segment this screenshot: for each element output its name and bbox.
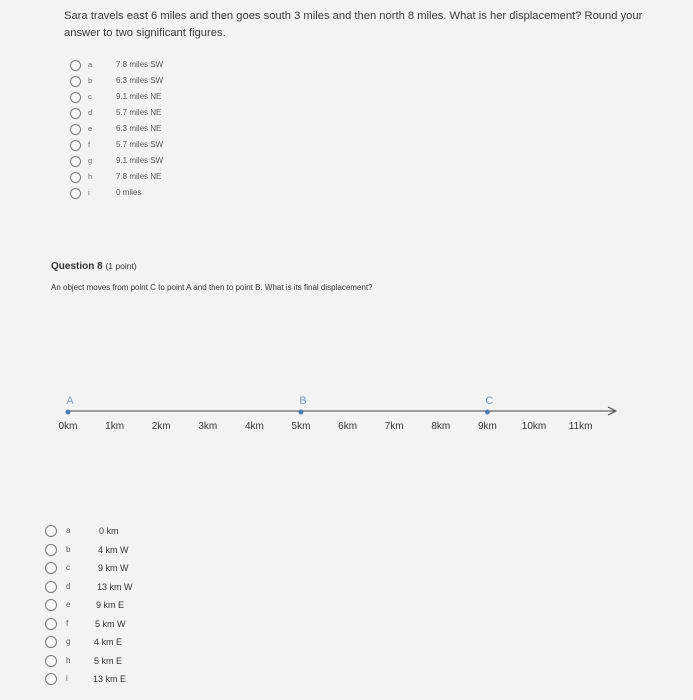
number-line — [0, 380, 693, 440]
radio-button[interactable] — [45, 581, 57, 593]
tick-label-6km: 6km — [338, 421, 358, 432]
radio-button[interactable] — [45, 618, 57, 630]
point-A-label: A — [66, 395, 74, 407]
option-label: 6.3 miles SW — [116, 76, 164, 85]
tick-label-4km: 4km — [244, 421, 264, 432]
radio-button[interactable] — [45, 655, 57, 667]
option-label: 9 km E — [96, 600, 125, 610]
option-label: 7.8 miles SW — [116, 60, 164, 69]
radio-button[interactable] — [70, 188, 81, 199]
option-label: 9.1 miles SW — [116, 156, 164, 165]
option-letter: e — [88, 124, 93, 133]
radio-button[interactable] — [45, 562, 57, 574]
tick-label-5km: 5km — [291, 421, 311, 432]
radio-button[interactable] — [70, 140, 81, 151]
radio-button[interactable] — [70, 124, 81, 135]
option-label: 5.7 miles SW — [116, 140, 164, 149]
radio-button[interactable] — [45, 544, 57, 556]
radio-button[interactable] — [70, 60, 81, 71]
radio-button[interactable] — [70, 92, 81, 103]
question-title: Question 8 — [51, 261, 103, 272]
option-letter: a — [66, 526, 71, 535]
option-label: 9 km W — [98, 563, 129, 573]
number-line-points — [66, 395, 494, 415]
option-letter: c — [66, 563, 70, 572]
option-letter: b — [88, 76, 93, 85]
option-letter: f — [88, 140, 91, 149]
option-label: 13 km W — [97, 581, 133, 592]
question-7-text: Sara travels east 6 miles and then goes south 3 miles and then north 8 miles. What is her displacement? Round your answer to two significant figures. — [64, 10, 643, 39]
question-8-heading — [51, 261, 137, 272]
option-letter: i — [88, 188, 90, 197]
tick-label-0km: 0km — [58, 421, 78, 432]
radio-button[interactable] — [45, 673, 57, 685]
option-letter: b — [66, 544, 71, 554]
option-label: 4 km W — [98, 544, 129, 555]
option-label: 7.8 miles NE — [116, 172, 162, 181]
option-letter: g — [88, 156, 93, 165]
tick-label-7km: 7km — [384, 421, 404, 432]
tick-label-10km: 10km — [521, 421, 547, 432]
tick-label-8km: 8km — [431, 421, 451, 432]
radio-button[interactable] — [45, 636, 57, 648]
point-B-marker — [299, 410, 304, 415]
question-8-text: An object moves from point C to point A and then to point B. What is its final displacement? — [51, 283, 373, 292]
tick-label-1km: 1km — [105, 421, 125, 432]
radio-button[interactable] — [70, 172, 81, 183]
radio-button[interactable] — [70, 156, 81, 167]
tick-label-3km: 3km — [198, 421, 218, 432]
option-label: 5.7 miles NE — [116, 108, 162, 117]
option-letter: c — [88, 92, 92, 101]
option-letter: g — [66, 637, 71, 646]
option-label: 5 km W — [95, 618, 126, 629]
point-A-marker — [66, 410, 71, 415]
tick-label-2km: 2km — [151, 421, 171, 432]
option-letter: h — [88, 172, 93, 181]
radio-button[interactable] — [70, 76, 81, 87]
point-B-label: B — [299, 395, 307, 407]
option-letter: e — [66, 600, 71, 609]
radio-button[interactable] — [70, 108, 81, 119]
option-label: 13 km E — [93, 674, 127, 684]
option-letter: d — [88, 108, 93, 117]
tick-label-11km: 11km — [568, 421, 593, 432]
number-line-ticks — [59, 421, 593, 432]
option-letter: f — [66, 618, 69, 628]
option-letter: h — [66, 655, 71, 665]
point-C-label: C — [485, 395, 494, 407]
option-label: 4 km E — [94, 637, 123, 647]
radio-button[interactable] — [45, 525, 57, 537]
tick-label-9km: 9km — [477, 421, 497, 432]
option-label: 9.1 miles NE — [116, 92, 162, 101]
option-letter: a — [88, 60, 93, 69]
question-points: (1 point) — [105, 261, 137, 271]
radio-button[interactable] — [45, 599, 57, 611]
option-label: 6.3 miles NE — [116, 124, 162, 133]
option-letter: d — [66, 581, 71, 591]
option-label: 5 km E — [94, 655, 123, 666]
option-label: 0 miles — [116, 188, 142, 197]
option-letter: i — [66, 674, 68, 683]
option-label: 0 km — [99, 526, 119, 536]
point-C-marker — [485, 410, 490, 415]
